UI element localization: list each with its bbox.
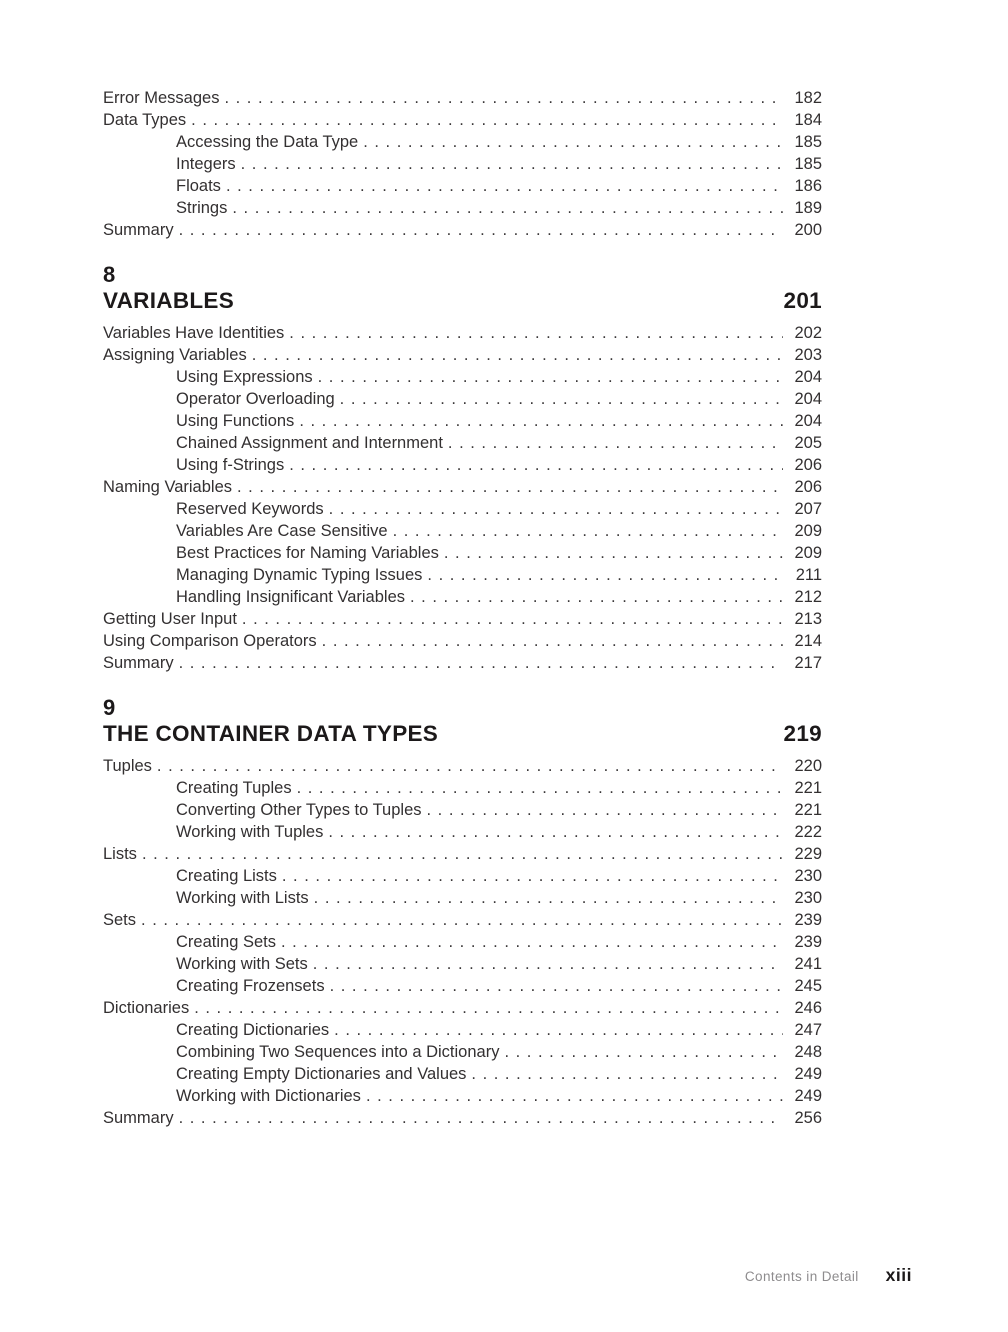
toc-entry [103, 520, 822, 542]
toc-entry-page-number: 204 [794, 390, 822, 408]
dot-leader [422, 564, 783, 586]
toc-entry [103, 410, 822, 432]
toc-entry-page-number: 203 [794, 346, 822, 364]
toc-entry [103, 366, 822, 388]
dot-leader [236, 153, 783, 175]
toc-entry-label: Getting User Input [103, 610, 237, 628]
toc-entry-label: Using Functions [176, 412, 295, 430]
toc-entry [103, 542, 822, 564]
toc-entry-page-number: 249 [794, 1065, 822, 1083]
toc-entry-list [103, 322, 822, 674]
toc-entry-label: Operator Overloading [176, 390, 335, 408]
toc-entry-page-number: 214 [794, 632, 822, 650]
toc-entry-list [103, 87, 822, 241]
dot-leader [405, 586, 783, 608]
dot-leader [232, 476, 783, 498]
toc-entry-page-number: 209 [794, 544, 822, 562]
toc-entry [103, 1041, 822, 1063]
toc-entry-label: Integers [176, 155, 236, 173]
toc-entry-label: Converting Other Types to Tuples [176, 801, 422, 819]
toc-entry-page-number: 245 [794, 977, 822, 995]
dot-leader [361, 1085, 783, 1107]
toc-entry [103, 777, 822, 799]
toc-entry-page-number: 207 [794, 500, 822, 518]
dot-leader [186, 109, 783, 131]
toc-entry [103, 564, 822, 586]
toc-entry-label: Reserved Keywords [176, 500, 324, 518]
toc-entry [103, 432, 822, 454]
toc-entry-label: Working with Dictionaries [176, 1087, 361, 1105]
toc-entry-page-number: 206 [794, 478, 822, 496]
toc-entry-page-number: 249 [794, 1087, 822, 1105]
folio-page-number: xiii [885, 1265, 912, 1285]
toc-entry-page-number: 185 [794, 155, 822, 173]
toc-entry-page-number: 205 [794, 434, 822, 452]
dot-leader [174, 219, 783, 241]
toc-entry [103, 454, 822, 476]
toc-entry-label: Variables Are Case Sensitive [176, 522, 388, 540]
toc-entry-label: Creating Tuples [176, 779, 292, 797]
toc-entry-label: Combining Two Sequences into a Dictionary [176, 1043, 500, 1061]
toc-entry-label: Tuples [103, 757, 152, 775]
toc-entry [103, 630, 822, 652]
toc-entry [103, 652, 822, 674]
dot-leader [325, 975, 783, 997]
toc-entry-label: Creating Dictionaries [176, 1021, 330, 1039]
toc-entry-label: Working with Tuples [176, 823, 324, 841]
chapter-title: VARIABLES [103, 288, 235, 313]
chapter-heading [103, 695, 822, 746]
toc-entry-page-number: 239 [794, 911, 822, 929]
toc-entry-label: Summary [103, 1109, 174, 1127]
dot-leader [277, 865, 783, 887]
toc-entry [103, 821, 822, 843]
dot-leader [422, 799, 784, 821]
toc-entry [103, 498, 822, 520]
toc-entry-label: Variables Have Identities [103, 324, 285, 342]
toc-entry-label: Assigning Variables [103, 346, 247, 364]
toc-entry [103, 799, 822, 821]
toc-entry-page-number: 239 [794, 933, 822, 951]
toc-entry [103, 755, 822, 777]
dot-leader [443, 432, 783, 454]
toc-entry [103, 322, 822, 344]
chapter-page-number: 219 [783, 721, 822, 746]
toc-entry [103, 608, 822, 630]
toc-entry-label: Creating Sets [176, 933, 276, 951]
toc-section [103, 262, 822, 674]
dot-leader [174, 652, 783, 674]
dot-leader [221, 175, 783, 197]
toc-entry-label: Using f-Strings [176, 456, 285, 474]
toc-entry-page-number: 256 [794, 1109, 822, 1127]
toc-entry-label: Creating Lists [176, 867, 277, 885]
toc-entry-label: Error Messages [103, 89, 220, 107]
dot-leader [276, 931, 783, 953]
toc-entry [103, 909, 822, 931]
toc-entry-page-number: 204 [794, 368, 822, 386]
toc-entry-label: Data Types [103, 111, 187, 129]
toc-entry [103, 975, 822, 997]
toc-entry [103, 865, 822, 887]
toc-entry-page-number: 206 [794, 456, 822, 474]
toc-entry-label: Chained Assignment and Internment [176, 434, 443, 452]
dot-leader [313, 366, 783, 388]
chapter-heading [103, 262, 822, 313]
toc-entry-page-number: 217 [794, 654, 822, 672]
toc-entry [103, 388, 822, 410]
chapter-title-row [103, 288, 822, 313]
toc-entry-label: Using Expressions [176, 368, 313, 386]
dot-leader [294, 410, 783, 432]
toc-entry-page-number: 209 [794, 522, 822, 540]
dot-leader [439, 542, 783, 564]
toc-entry [103, 219, 822, 241]
dot-leader [329, 1019, 783, 1041]
toc-entry-page-number: 230 [794, 867, 822, 885]
toc-entry [103, 197, 822, 219]
dot-leader [284, 322, 783, 344]
toc-entry-page-number: 182 [794, 89, 822, 107]
chapter-number: 9 [103, 695, 116, 720]
toc-entry-page-number: 222 [794, 823, 822, 841]
toc-entry-page-number: 247 [794, 1021, 822, 1039]
chapter-title: THE CONTAINER DATA TYPES [103, 721, 439, 746]
toc-entry-page-number: 204 [794, 412, 822, 430]
running-footer-title: Contents in Detail [744, 1269, 859, 1284]
toc-entry-label: Accessing the Data Type [176, 133, 359, 151]
toc-entry [103, 109, 822, 131]
toc-entry [103, 843, 822, 865]
toc-entry-label: Summary [103, 654, 174, 672]
toc-entry-page-number: 248 [794, 1043, 822, 1061]
toc-section [103, 87, 822, 241]
toc-entry [103, 1107, 822, 1129]
toc-entry-page-number: 211 [795, 566, 822, 584]
dot-leader [292, 777, 783, 799]
toc-entry [103, 1063, 822, 1085]
dot-leader [136, 909, 783, 931]
toc-entry-label: Naming Variables [103, 478, 233, 496]
toc-entry-page-number: 230 [794, 889, 822, 907]
dot-leader [237, 608, 783, 630]
toc-entry-label: Working with Sets [176, 955, 308, 973]
toc-entry-page-number: 221 [794, 801, 822, 819]
dot-leader [152, 755, 783, 777]
dot-leader [323, 821, 783, 843]
toc-entry-list [103, 755, 822, 1129]
dot-leader [284, 454, 783, 476]
toc-entry-page-number: 241 [794, 955, 822, 973]
toc-entry-label: Using Comparison Operators [103, 632, 317, 650]
toc-entry [103, 953, 822, 975]
toc-entry-page-number: 186 [794, 177, 822, 195]
dot-leader [308, 953, 783, 975]
dot-leader [317, 630, 783, 652]
toc-entry-label: Dictionaries [103, 999, 190, 1017]
toc-entry-label: Strings [176, 199, 228, 217]
toc-entry-page-number: 185 [794, 133, 822, 151]
chapter-page-number: 201 [783, 288, 822, 313]
dot-leader [189, 997, 783, 1019]
toc-section [103, 695, 822, 1129]
toc-entry [103, 931, 822, 953]
toc-entry-page-number: 189 [794, 199, 822, 217]
toc-entry-page-number: 212 [794, 588, 822, 606]
toc-entry [103, 131, 822, 153]
toc-entry [103, 476, 822, 498]
toc-entry [103, 153, 822, 175]
toc-entry [103, 997, 822, 1019]
dot-leader [227, 197, 783, 219]
toc-entry [103, 887, 822, 909]
dot-leader [219, 87, 783, 109]
dot-leader [309, 887, 783, 909]
toc-entry-page-number: 202 [794, 324, 822, 342]
toc-entry-label: Floats [176, 177, 221, 195]
toc-entry-page-number: 200 [794, 221, 822, 239]
dot-leader [174, 1107, 783, 1129]
dot-leader [358, 131, 783, 153]
dot-leader [388, 520, 783, 542]
toc-entry-label: Lists [103, 845, 137, 863]
toc-content [103, 87, 822, 1129]
toc-entry [103, 87, 822, 109]
toc-entry [103, 344, 822, 366]
page-footer [745, 1265, 912, 1286]
toc-entry [103, 175, 822, 197]
toc-entry [103, 1085, 822, 1107]
toc-entry [103, 586, 822, 608]
dot-leader [247, 344, 783, 366]
toc-entry-page-number: 213 [794, 610, 822, 628]
toc-entry-label: Best Practices for Naming Variables [176, 544, 439, 562]
toc-entry-page-number: 229 [794, 845, 822, 863]
chapter-number: 8 [103, 262, 116, 287]
chapter-title-row [103, 721, 822, 746]
dot-leader [499, 1041, 783, 1063]
toc-entry-label: Sets [103, 911, 137, 929]
toc-entry-page-number: 184 [794, 111, 822, 129]
toc-entry [103, 1019, 822, 1041]
toc-entry-page-number: 246 [794, 999, 822, 1017]
toc-entry-label: Creating Frozensets [176, 977, 325, 995]
dot-leader [466, 1063, 783, 1085]
toc-entry-label: Working with Lists [176, 889, 309, 907]
dot-leader [137, 843, 783, 865]
toc-entry-page-number: 220 [794, 757, 822, 775]
toc-entry-label: Summary [103, 221, 174, 239]
toc-entry-label: Handling Insignificant Variables [176, 588, 405, 606]
toc-entry-label: Managing Dynamic Typing Issues [176, 566, 423, 584]
toc-entry-page-number: 221 [794, 779, 822, 797]
dot-leader [324, 498, 783, 520]
dot-leader [335, 388, 783, 410]
toc-entry-label: Creating Empty Dictionaries and Values [176, 1065, 467, 1083]
